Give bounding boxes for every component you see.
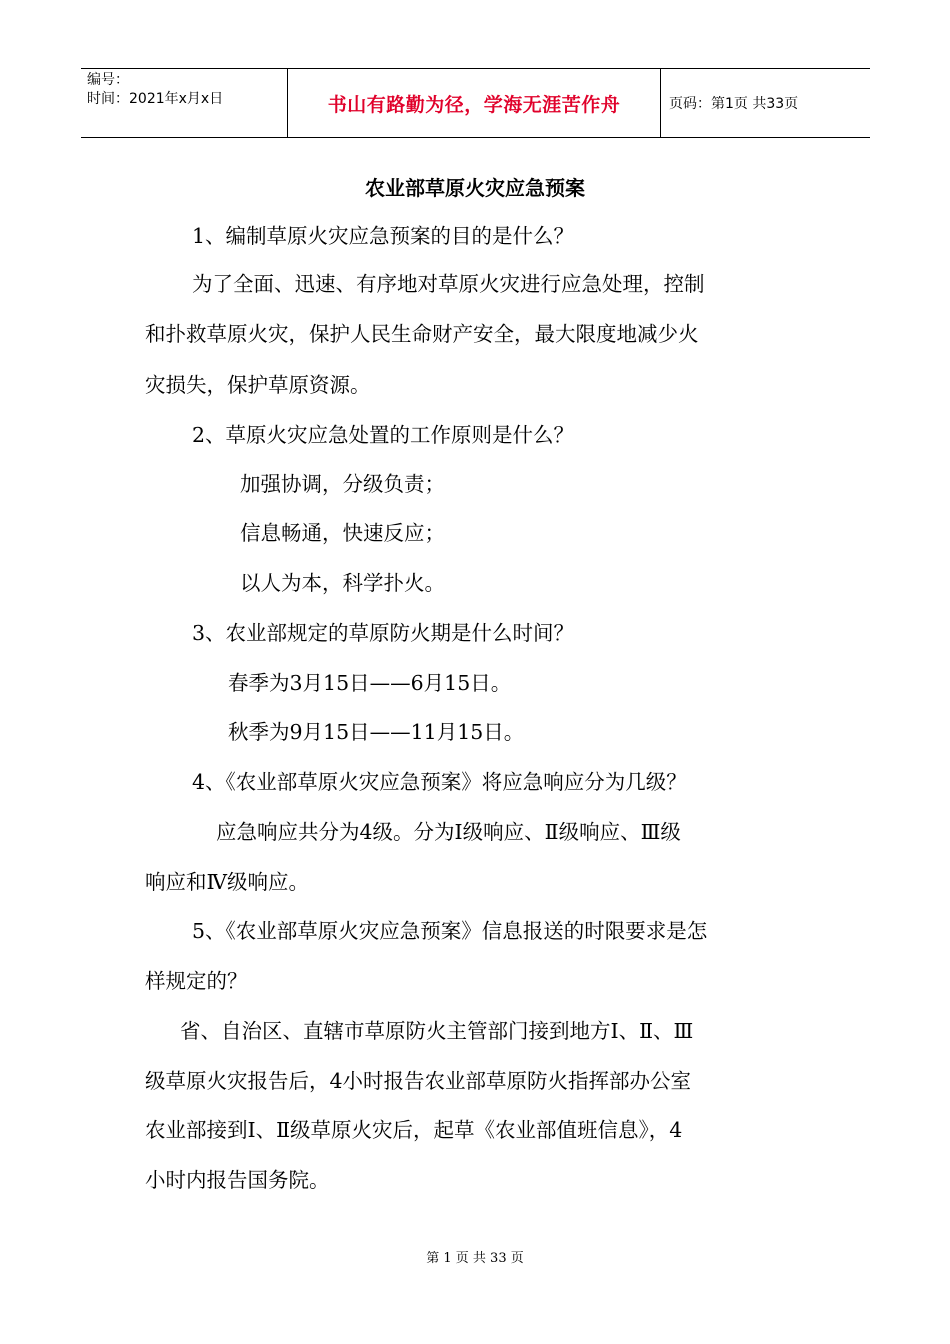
answer-1-line-3: 灾损失，保护草原资源。 (145, 373, 371, 397)
document-number-label: 编号： (87, 72, 129, 88)
answer-3-line-2: 秋季为9月15日——11月15日。 (228, 720, 525, 744)
answer-2-line-1: 加强协调，分级负责； (240, 472, 445, 496)
question-1: 1、编制草原火灾应急预案的目的是什么？ (192, 224, 575, 248)
answer-3-line-1: 春季为3月15日——6月15日。 (228, 671, 512, 695)
header-motto: 书山有路勤为径，学海无涯苦作舟 (288, 69, 661, 137)
answer-2-line-3: 以人为本，科学扑火。 (240, 571, 445, 595)
answer-5-line-4: 小时内报告国务院。 (145, 1168, 330, 1192)
header-meta (81, 69, 288, 137)
answer-2-line-2: 信息畅通，快速反应； (240, 521, 445, 545)
question-5-line-1: 5、《农业部草原火灾应急预案》信息报送的时限要求是怎 (192, 919, 708, 943)
answer-1-line-2: 和扑救草原火灾，保护人民生命财产安全，最大限度地减少火 (145, 322, 699, 346)
answer-5-line-1: 省、自治区、直辖市草原防火主管部门接到地方Ⅰ、Ⅱ、Ⅲ (180, 1019, 694, 1043)
answer-4-line-1: 应急响应共分为4级。分为Ⅰ级响应、Ⅱ级响应、Ⅲ级 (216, 820, 681, 844)
answer-4-line-2: 响应和Ⅳ级响应。 (145, 870, 309, 894)
question-5-line-2: 样规定的？ (145, 969, 248, 993)
question-2: 2、草原火灾应急处置的工作原则是什么？ (192, 423, 575, 447)
document-header (81, 68, 870, 138)
header-page-label: 页码：第1页 共33页 (669, 96, 799, 112)
document-time-label: 时间：2021年x月x日 (87, 91, 224, 107)
answer-5-line-2: 级草原火灾报告后，4小时报告农业部草原防火指挥部办公室 (145, 1069, 692, 1093)
answer-1-line-1: 为了全面、迅速、有序地对草原火灾进行应急处理，控制 (192, 272, 705, 296)
question-3: 3、农业部规定的草原防火期是什么时间？ (192, 621, 575, 645)
document-title: 农业部草原火灾应急预案 (365, 176, 585, 200)
page-footer: 第 1 页 共 33 页 (426, 1251, 524, 1266)
question-4: 4、《农业部草原火灾应急预案》将应急响应分为几级？ (192, 770, 687, 794)
answer-5-line-3: 农业部接到Ⅰ、Ⅱ级草原火灾后，起草《农业部值班信息》，4 (145, 1118, 683, 1142)
